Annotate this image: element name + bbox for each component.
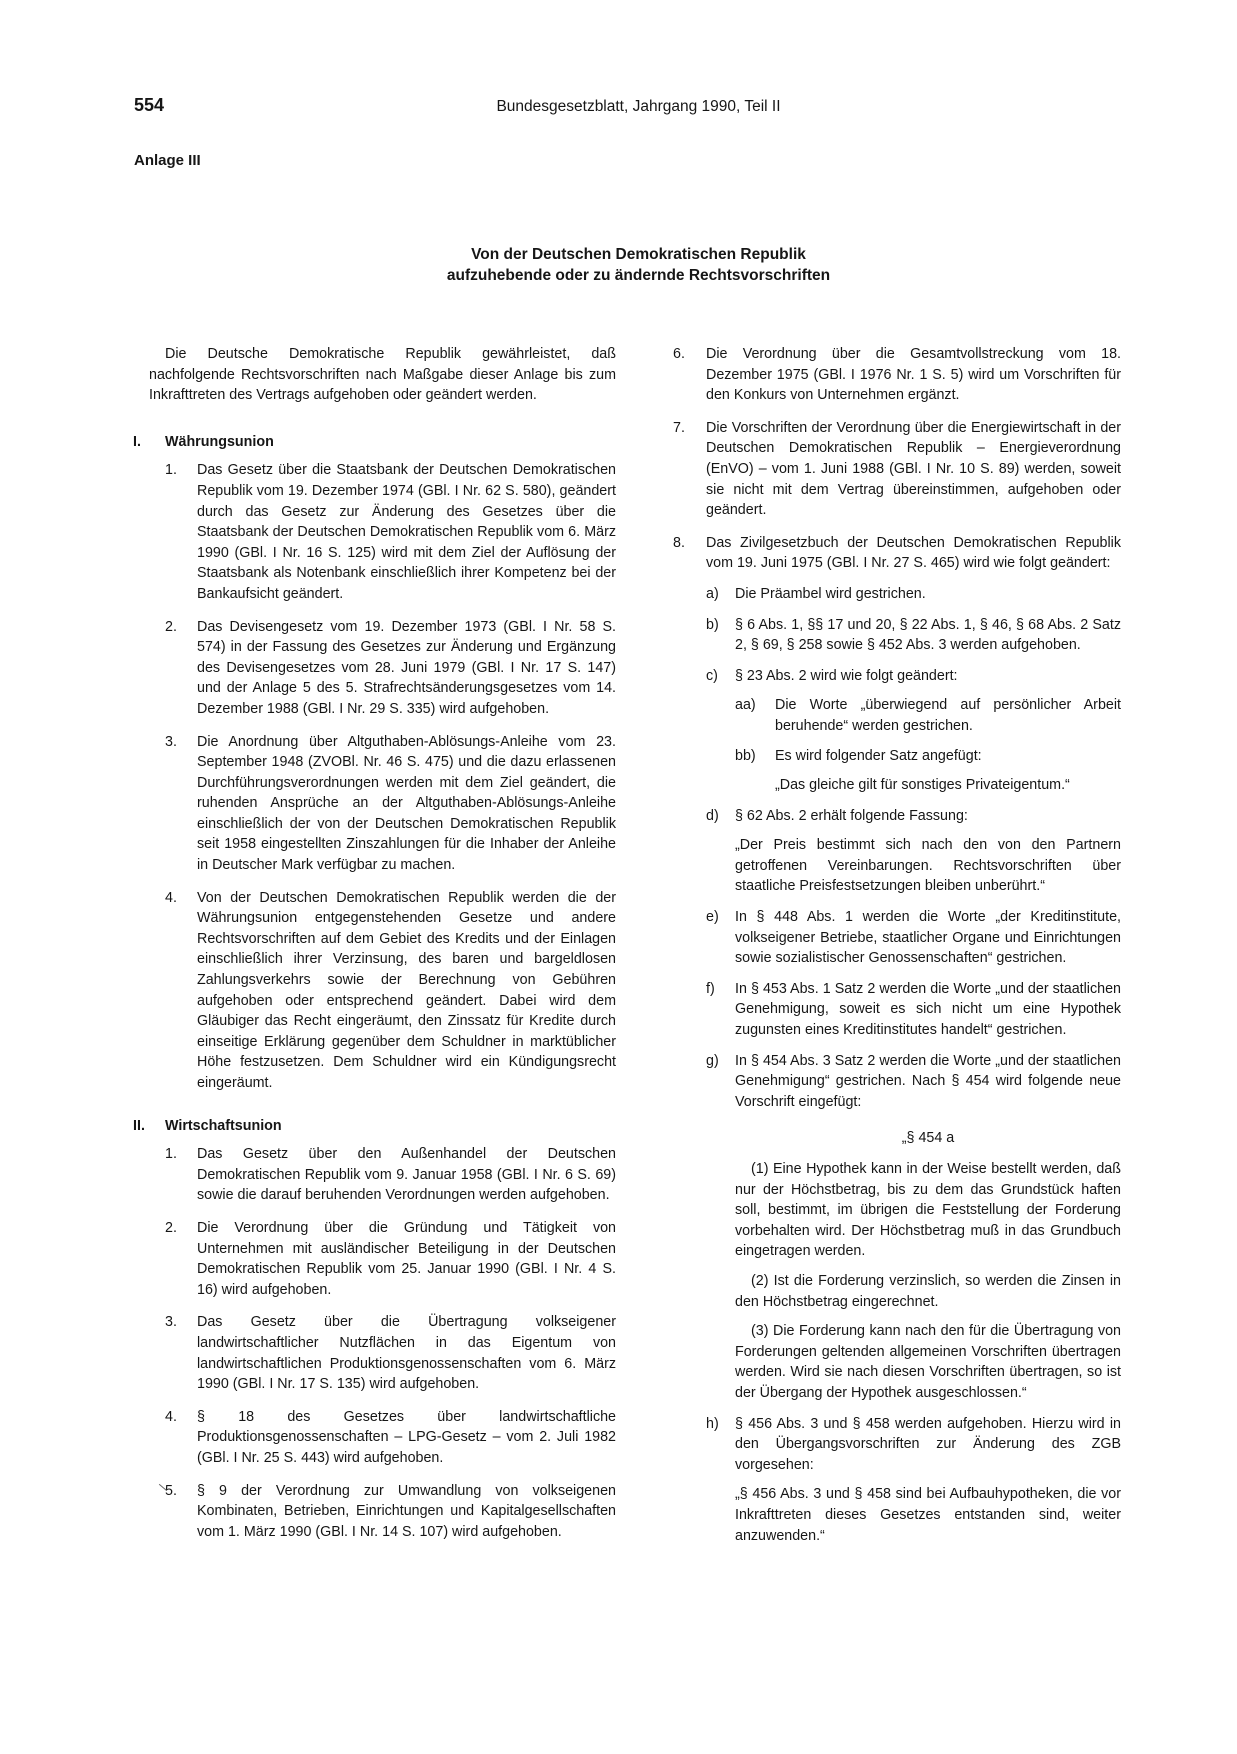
sub-item-c xyxy=(706,666,1121,796)
sub-sub-item-label: bb) xyxy=(735,747,756,764)
item-number: 4. xyxy=(165,1408,177,1425)
sub-sub-item-text: Die Worte „überwiegend auf persönlicher Arbeit beruhende“ werden gestrichen. xyxy=(775,697,1121,734)
item-text: Das Gesetz über den Außenhandel der Deutschen Demokratischen Republik vom 9. Januar 1958 (GBl. I Nr. 6 S. 69) sowie die darauf beruhenden Verordnungen werden aufgehoben. xyxy=(197,1146,616,1204)
list-item xyxy=(149,1312,616,1394)
item-number: 1. xyxy=(165,1146,177,1163)
item-text: Das Gesetz über die Übertragung volkseigener landwirtschaftlicher Nutzflächen in das Eigentum von landwirtschaftlichen Produktionsgenossenschaften vom 6. März 1990 (GBl. I Nr. 17 S. 135) wird aufgehoben. xyxy=(197,1314,616,1393)
document-title-line-1: Von der Deutschen Demokratischen Republik xyxy=(471,246,806,263)
list-item xyxy=(149,888,616,1094)
item-number: 3. xyxy=(165,733,177,750)
item-text: Die Anordnung über Altguthaben-Ablösungs-Anleihe vom 23. September 1948 (ZVOBl. Nr. 46 S. 475) und die dazu erlassenen Durchführungsverordnungen werden mit dem Ziel geändert, die ruhenden Ansprüche an der Altguthaben-Ablösungs-Anleihe einschließlich der von der Deutschen Demokratischen Republik seit 1958 eingestellten Zinszahlungen für die Inhaber der Anleihe in Deutscher Mark verfügbar zu machen. xyxy=(197,733,616,874)
publication-header: Bundesgesetzblatt, Jahrgang 1990, Teil II xyxy=(496,98,781,115)
section-numeral: I. xyxy=(133,433,141,450)
item-text: Das Devisengesetz vom 19. Dezember 1973 (GBl. I Nr. 58 S. 574) in der Fassung des Gesetzes zur Änderung und Ergänzung des Devisengesetzes vom 28. Juni 1979 (GBl. I Nr. 17 S. 147) und der Anlage 5 des 5. Strafrechtsänderungsgesetzes vom 14. Dezember 1988 (GBl. I Nr. 29 S. 335) wird aufgehoben. xyxy=(197,618,616,717)
sub-item-a xyxy=(706,584,1121,605)
sub-item-label: d) xyxy=(706,807,719,824)
sub-item-h xyxy=(706,1414,1121,1547)
list-item xyxy=(149,1144,616,1206)
item-number: 5. xyxy=(165,1482,177,1499)
item-text: § 18 des Gesetzes über landwirtschaftliche Produktionsgenossenschaften – LPG-Gesetz – vom 2. Juli 1982 (GBl. I Nr. 25 S. 443) wird aufgehoben. xyxy=(197,1408,616,1466)
item-text: § 9 der Verordnung zur Umwandlung von volkseigenen Kombinaten, Betrieben, Einrichtungen und Kapitalgesellschaften vom 1. März 1990 (GBl. I Nr. 14 S. 107) wird aufgehoben. xyxy=(197,1482,616,1540)
left-column xyxy=(133,344,616,1554)
paragraph-2: (2) Ist die Forderung verzinslich, so werden die Zinsen in den Höchstbetrag eingerechnet. xyxy=(735,1272,1121,1310)
list-item xyxy=(149,1481,616,1543)
sub-item-label: b) xyxy=(706,616,719,633)
paragraph-1: (1) Eine Hypothek kann in der Weise bestellt werden, daß nur der Höchstbetrag, bis zu dem das Grundstück haften soll, bestimmt, im übrigen die Feststellung der Forderung vorbehalten wird. Der Höchstbetrag muß in das Grundbuch eingetragen werden. xyxy=(735,1161,1121,1260)
page-number: 554 xyxy=(134,95,165,115)
sub-item-label: a) xyxy=(706,585,719,602)
item-number: 3. xyxy=(165,1314,177,1331)
right-column xyxy=(673,344,1121,1558)
sub-sub-item-aa xyxy=(735,695,1121,736)
sub-item-d xyxy=(706,806,1121,897)
item-text: Von der Deutschen Demokratischen Republik werden die der Währungsunion entgegenstehenden Gesetze und andere Rechtsvorschriften auf dem Gebiet des Kredits und der Einlagen einschließlich ihrer Verzinsung, des baren und bargeldlosen Zahlungsverkehrs sowie der Berechnung von Gebühren aufgehoben oder entsprechend geändert. Dabei wird dem Gläubiger das Recht eingeräumt, den Zinssatz für Kredite durch einseitige Erklärung gegenüber dem Schuldner in marktüblicher Höhe festzusetzen. Dem Schuldner wird ein Kündigungsrecht eingeräumt. xyxy=(197,889,616,1091)
item-number: 2. xyxy=(165,618,177,635)
section-numeral: II. xyxy=(133,1117,145,1134)
sub-item-text: In § 453 Abs. 1 Satz 2 werden die Worte „und der staatlichen Genehmigung, soweit es sich nicht um eine Hypothek zugunsten eines Kreditinstitutes handelt“ gestrichen. xyxy=(735,980,1121,1039)
item-number: 4. xyxy=(165,889,177,906)
sub-item-text: § 23 Abs. 2 wird wie folgt geändert: xyxy=(735,667,958,684)
list-item xyxy=(149,460,616,604)
sub-item-label: f) xyxy=(706,980,715,997)
sub-item-g xyxy=(706,1051,1121,1404)
item-text: Die Verordnung über die Gesamtvollstreckung vom 18. Dezember 1975 (GBl. I 1976 Nr. 1 S. 5) wird um Vorschriften für den Konkurs von Unternehmen ergänzt. xyxy=(706,346,1121,404)
list-item xyxy=(149,732,616,876)
section-heading-wirtschaftsunion xyxy=(133,1116,616,1137)
sub-sub-item-bb xyxy=(735,746,1121,796)
list-item xyxy=(673,344,1121,406)
list-item xyxy=(149,1218,616,1300)
paragraph-3: (3) Die Forderung kann nach den für die Übertragung von Forderungen geltenden allgemeinen Vorschriften übertragen werden. Wird sie nach diesen Vorschriften übertragen, so ist der Übergang der Hypothek ausgeschlossen.“ xyxy=(735,1323,1121,1401)
item-number: 8. xyxy=(673,534,685,551)
sub-item-label: e) xyxy=(706,909,719,926)
quoted-transition-rule: „§ 456 Abs. 3 und § 458 sind bei Aufbauhypotheken, die vor Inkrafttreten dieses Gesetzes entstanden sind, weiter anzuwenden.“ xyxy=(735,1486,1121,1544)
sub-item-label: c) xyxy=(706,667,718,684)
section-title: Währungsunion xyxy=(165,433,274,450)
sub-item-label: g) xyxy=(706,1052,719,1069)
item-number: 7. xyxy=(673,419,685,436)
sub-item-f xyxy=(706,979,1121,1041)
item-number: 2. xyxy=(165,1219,177,1236)
section-title: Wirtschaftsunion xyxy=(165,1117,282,1134)
paragraph-heading: „§ 454 a xyxy=(901,1130,955,1147)
sub-item-text: Die Präambel wird gestrichen. xyxy=(735,585,926,602)
sub-item-text: In § 454 Abs. 3 Satz 2 werden die Worte „und der staatlichen Genehmigung“ gestrichen. Nach § 454 wird folgende neue Vorschrift eingefügt: xyxy=(735,1052,1121,1110)
sub-item-text: § 456 Abs. 3 und § 458 werden aufgehoben. Hierzu wird in den Übergangsvorschriften zur Änderung des ZGB vorgesehen: xyxy=(735,1415,1121,1473)
item-number: 1. xyxy=(165,462,177,479)
item-text: Das Gesetz über die Staatsbank der Deutschen Demokratischen Republik vom 19. Dezember 1974 (GBl. I Nr. 62 S. 580), geändert durch das Gesetz zur Änderung des Gesetzes über die Staatsbank der Deutschen Demokratischen Republik vom 6. März 1990 (GBl. I Nr. 16 S. 125) wird mit dem Ziel der Auflösung der Staatsbank als Notenbank einschließlich ihrer Kompetenz bei der Bankaufsicht geändert. xyxy=(197,462,616,602)
list-item-zgb xyxy=(673,533,1121,1546)
sub-item-text: § 62 Abs. 2 erhält folgende Fassung: xyxy=(735,807,968,824)
item-number: 6. xyxy=(673,346,685,362)
document-title xyxy=(0,244,1237,286)
list-item xyxy=(149,1407,616,1469)
sub-sub-item-label: aa) xyxy=(735,697,756,714)
item-text: Die Verordnung über die Gründung und Tätigkeit von Unternehmen mit ausländischer Beteiligung in der Deutschen Demokratischen Republik vom 25. Januar 1990 (GBl. I Nr. 4 S. 16) wird aufgehoben. xyxy=(197,1219,616,1298)
document-title-line-2: aufzuhebende oder zu ändernde Rechtsvorschriften xyxy=(446,267,831,284)
sub-sub-item-text: Es wird folgender Satz angefügt: xyxy=(775,747,982,764)
item-text: Die Vorschriften der Verordnung über die Energiewirtschaft in der Deutschen Demokratischen Republik – Energieverordnung (EnVO) – vom 1. Juni 1988 (GBl. I Nr. 10 S. 89) werden, soweit sie nicht mit dem Vertrag übereinstimmen, aufgehoben oder geändert. xyxy=(706,419,1121,519)
sub-item-text: § 6 Abs. 1, §§ 17 und 20, § 22 Abs. 1, § 46, § 68 Abs. 2 Satz 2, § 69, § 258 sowie § 452 Abs. 3 werden aufgehoben. xyxy=(735,616,1121,654)
quoted-sentence: „Das gleiche gilt für sonstiges Privateigentum.“ xyxy=(775,777,1070,794)
list-item xyxy=(673,418,1121,521)
section-heading-waehrungsunion xyxy=(133,432,616,453)
sub-item-text: In § 448 Abs. 1 werden die Worte „der Kreditinstitute, volkseigener Betriebe, staatlicher Organe und Einrichtungen sowie sozialistischer Genossenschaften“ gestrichen. xyxy=(735,909,1121,967)
intro-paragraph: Die Deutsche Demokratische Republik gewährleistet, daß nachfolgende Rechtsvorschriften nach Maßgabe dieser Anlage bis zum Inkrafttreten des Vertrags aufgehoben oder geändert werden. xyxy=(149,346,616,404)
item-text: Das Zivilgesetzbuch der Deutschen Demokratischen Republik vom 19. Juni 1975 (GBl. I Nr. 27 S. 465) wird wie folgt geändert: xyxy=(706,534,1121,572)
sub-item-label: h) xyxy=(706,1415,719,1432)
sub-item-b xyxy=(706,615,1121,656)
sub-item-e xyxy=(706,907,1121,969)
list-item xyxy=(149,617,616,720)
annex-label: Anlage III xyxy=(134,152,201,169)
quoted-provision: „Der Preis bestimmt sich nach den von den Partnern getroffenen Vereinbarungen. Rechtsvorschriften über staatliche Preisfestsetzungen bleiben unberührt.“ xyxy=(735,837,1121,895)
